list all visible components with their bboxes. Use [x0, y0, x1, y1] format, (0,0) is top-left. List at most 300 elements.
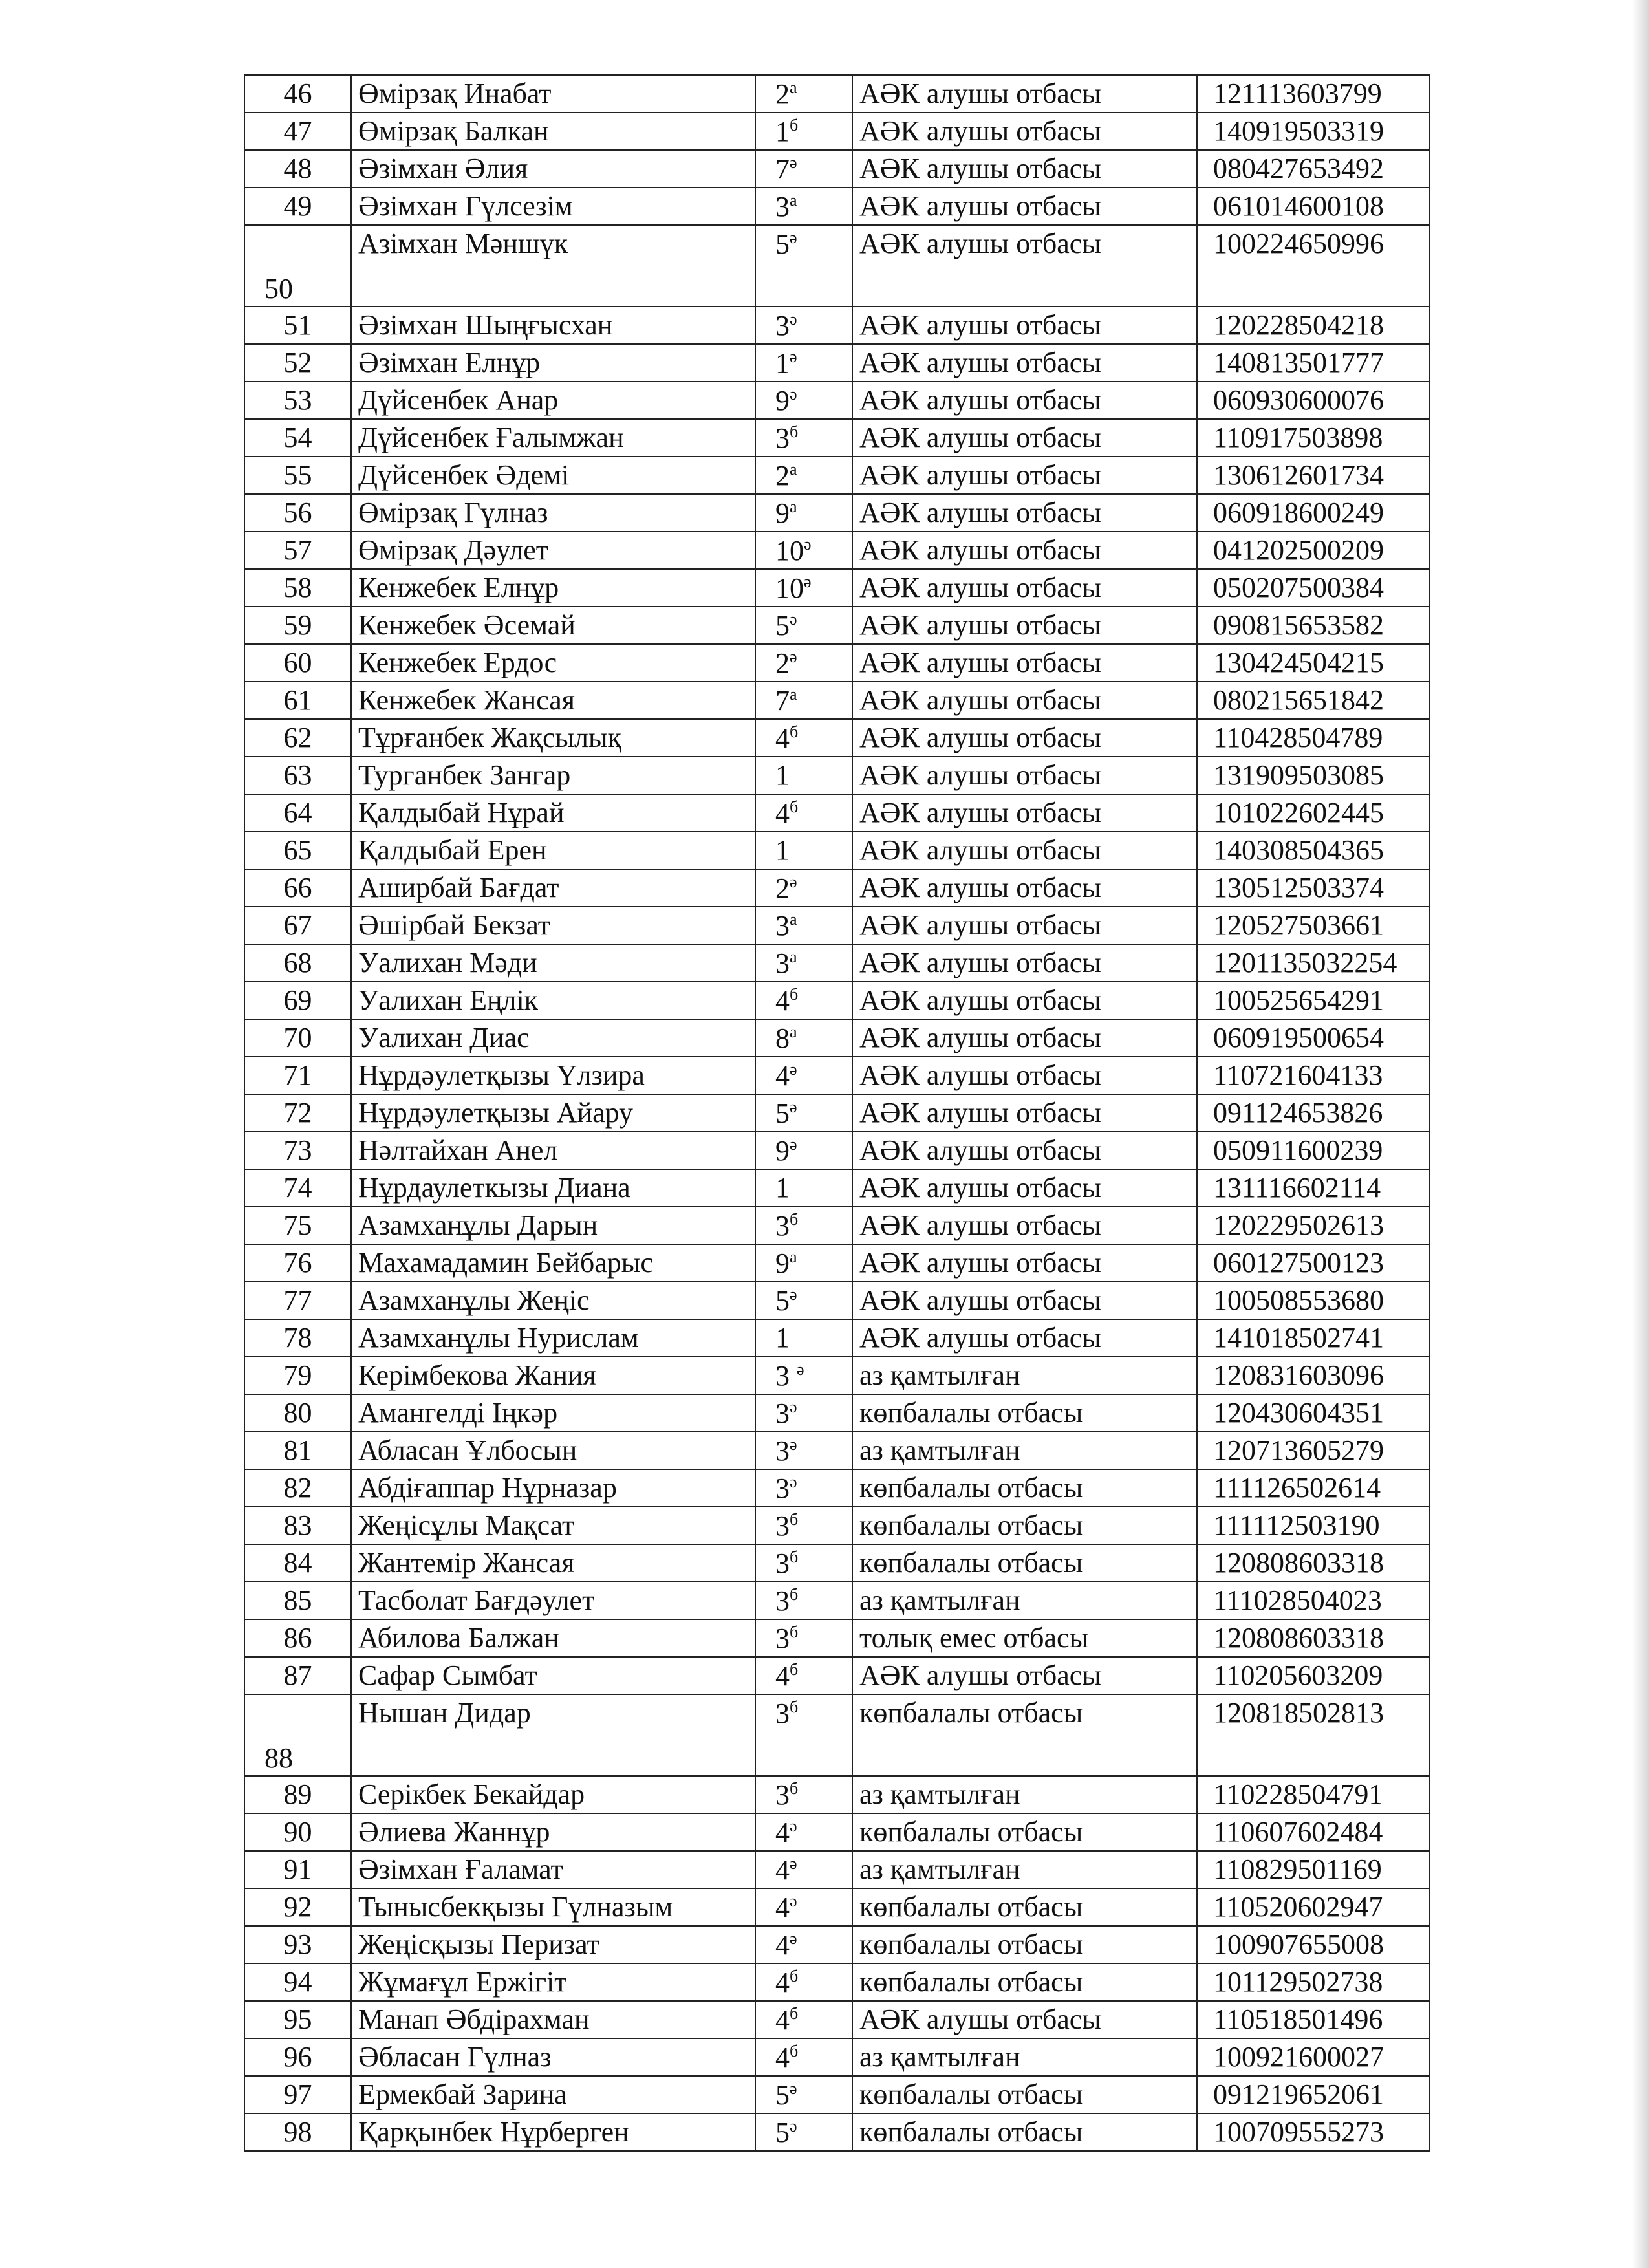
iin-number: 130512503374: [1197, 869, 1430, 907]
iin-number: 100921600027: [1197, 2038, 1430, 2076]
table-row: [244, 419, 1430, 457]
row-number: 73: [244, 1132, 351, 1169]
family-status: көпбалалы отбасы: [852, 1694, 1197, 1776]
family-status: АӘК алушы отбасы: [852, 1657, 1197, 1694]
grade-number: 3: [775, 1547, 790, 1579]
row-number: 80: [244, 1394, 351, 1432]
table-row: [244, 2076, 1430, 2113]
row-number: 75: [244, 1207, 351, 1244]
iin-number: 090815653582: [1197, 607, 1430, 644]
student-name: Қалдыбай Нұрай: [351, 794, 755, 832]
grade-number: 4: [775, 1966, 790, 1998]
student-name: Жеңісқызы Перизат: [351, 1926, 755, 1963]
grade-cell: [755, 1963, 852, 2001]
table-row: [244, 150, 1430, 188]
row-number: 67: [244, 907, 351, 944]
grade-number: 9: [775, 1134, 790, 1167]
table-row: [244, 1207, 1430, 1244]
grade-cell: [755, 907, 852, 944]
grade-letter: ә: [790, 2079, 797, 2098]
grade-letter: ә: [790, 647, 797, 666]
table-row: [244, 1132, 1430, 1169]
grade-letter: а: [790, 459, 797, 479]
student-name: Абдіғаппар Нұрназар: [351, 1469, 755, 1507]
grade-cell: [755, 1094, 852, 1132]
table-row: [244, 457, 1430, 494]
family-status: АӘК алушы отбасы: [852, 225, 1197, 307]
table-row: [244, 494, 1430, 532]
grade-number: 9: [775, 384, 790, 416]
student-name: Турганбек Зангар: [351, 757, 755, 794]
row-number: 94: [244, 1963, 351, 2001]
row-number: 97: [244, 2076, 351, 2113]
grade-number: 5: [775, 2116, 790, 2148]
grade-letter: ә: [790, 347, 797, 366]
student-name: Қалдыбай Ерен: [351, 832, 755, 869]
table-row: [244, 75, 1430, 113]
grade-number: 3: [775, 190, 790, 222]
iin-number: 060919500654: [1197, 1019, 1430, 1057]
grade-cell: [755, 344, 852, 382]
row-number: 84: [244, 1544, 351, 1582]
grade-cell: [755, 1282, 852, 1319]
grade-number: 5: [775, 1284, 790, 1317]
row-number: 55: [244, 457, 351, 494]
grade-number: 3: [775, 1584, 790, 1617]
row-number: 62: [244, 719, 351, 757]
row-number: 81: [244, 1432, 351, 1469]
row-number: 52: [244, 344, 351, 382]
row-number: 98: [244, 2113, 351, 2151]
family-status: АӘК алушы отбасы: [852, 682, 1197, 719]
grade-letter: ә: [790, 228, 797, 247]
grade-cell: [755, 1813, 852, 1851]
grade-cell: [755, 607, 852, 644]
grade-number: 4: [775, 984, 790, 1017]
grade-number: 3: [775, 422, 790, 454]
table-body: [244, 75, 1430, 2151]
row-number: 86: [244, 1619, 351, 1657]
family-status: АӘК алушы отбасы: [852, 607, 1197, 644]
row-number: 48: [244, 150, 351, 188]
grade-letter: б: [790, 797, 799, 816]
iin-number: 091124653826: [1197, 1094, 1430, 1132]
grade-letter: ә: [790, 153, 797, 172]
grade-cell: [755, 1394, 852, 1432]
iin-number: 120527503661: [1197, 907, 1430, 944]
iin-number: 110428504789: [1197, 719, 1430, 757]
family-status: көпбалалы отбасы: [852, 2076, 1197, 2113]
family-status: АӘК алушы отбасы: [852, 532, 1197, 569]
grade-letter: б: [790, 2003, 799, 2023]
grade-cell: [755, 532, 852, 569]
grade-cell: [755, 944, 852, 982]
grade-number: 1: [775, 115, 790, 147]
student-name: Нәлтайхан Анел: [351, 1132, 755, 1169]
student-name: Жантемір Жансая: [351, 1544, 755, 1582]
student-name: Дүйсенбек Анар: [351, 382, 755, 419]
student-name: Дүйсенбек Әдемі: [351, 457, 755, 494]
grade-number: 3: [775, 1434, 790, 1467]
grade-number: 4: [775, 1891, 790, 1923]
table-row: [244, 2038, 1430, 2076]
family-status: АӘК алушы отбасы: [852, 75, 1197, 113]
grade-number: 2: [775, 647, 790, 679]
family-status: АӘК алушы отбасы: [852, 1207, 1197, 1244]
table-row: [244, 644, 1430, 682]
grade-letter: б: [790, 422, 799, 441]
grade-number: 2: [775, 78, 790, 110]
grade-number: 3: [775, 1622, 790, 1654]
row-number: 74: [244, 1169, 351, 1207]
grade-number: 4: [775, 1853, 790, 1886]
table-row: [244, 757, 1430, 794]
student-name: Азамханұлы Жеңіс: [351, 1282, 755, 1319]
iin-number: 080427653492: [1197, 150, 1430, 188]
student-name: Кенжебек Жансая: [351, 682, 755, 719]
row-number: 93: [244, 1926, 351, 1963]
family-status: көпбалалы отбасы: [852, 1888, 1197, 1926]
iin-number: 110607602484: [1197, 1813, 1430, 1851]
grade-number: 10: [775, 534, 804, 567]
grade-number: 7: [775, 684, 790, 717]
student-name: Уалихан Диас: [351, 1019, 755, 1057]
family-status: аз қамтылған: [852, 1432, 1197, 1469]
row-number: 85: [244, 1582, 351, 1619]
student-name: Махамадамин Бейбарыс: [351, 1244, 755, 1282]
table-row: [244, 1057, 1430, 1094]
iin-number: 091219652061: [1197, 2076, 1430, 2113]
grade-letter: а: [790, 1247, 797, 1266]
iin-number: 140308504365: [1197, 832, 1430, 869]
grade-letter: а: [790, 684, 797, 704]
grade-letter: а: [790, 190, 797, 210]
grade-number: 9: [775, 497, 790, 529]
row-number: 70: [244, 1019, 351, 1057]
family-status: АӘК алушы отбасы: [852, 1319, 1197, 1357]
grade-letter: б: [790, 1547, 799, 1566]
family-status: АӘК алушы отбасы: [852, 419, 1197, 457]
iin-number: 140919503319: [1197, 113, 1430, 150]
family-status: АӘК алушы отбасы: [852, 719, 1197, 757]
table-row: [244, 682, 1430, 719]
grade-cell: [755, 2113, 852, 2151]
grade-letter: б: [790, 1209, 799, 1229]
grade-letter: б: [790, 1584, 799, 1604]
table-row: [244, 307, 1430, 344]
row-number: 88: [244, 1694, 351, 1776]
grade-number: 1: [775, 347, 790, 379]
grade-letter: а: [790, 1022, 797, 1041]
family-status: көпбалалы отбасы: [852, 1963, 1197, 2001]
grade-letter: ә: [790, 1284, 797, 1304]
table-row: [244, 532, 1430, 569]
grade-number: 7: [775, 153, 790, 185]
row-number: 96: [244, 2038, 351, 2076]
row-number: 60: [244, 644, 351, 682]
grade-number: 3: [775, 1397, 790, 1429]
student-list-table: [244, 74, 1430, 2152]
row-number: 87: [244, 1657, 351, 1694]
row-number: 72: [244, 1094, 351, 1132]
family-status: АӘК алушы отбасы: [852, 344, 1197, 382]
grade-number: 2: [775, 459, 790, 491]
student-name: Әбласан Гүлназ: [351, 2038, 755, 2076]
table-row: [244, 1963, 1430, 2001]
student-name: Өмірзақ Инабат: [351, 75, 755, 113]
iin-number: 111028504023: [1197, 1582, 1430, 1619]
student-name: Нұрдаулеткызы Диана: [351, 1169, 755, 1207]
student-name: Әзімхан Елнұр: [351, 344, 755, 382]
row-number: 83: [244, 1507, 351, 1544]
row-number: 47: [244, 113, 351, 150]
student-name: Нұрдәулетқызы Үлзира: [351, 1057, 755, 1094]
grade-letter: б: [790, 984, 799, 1004]
iin-number: 080215651842: [1197, 682, 1430, 719]
family-status: АӘК алушы отбасы: [852, 982, 1197, 1019]
grade-cell: [755, 494, 852, 532]
row-number: 56: [244, 494, 351, 532]
table-row: [244, 1282, 1430, 1319]
iin-number: 060127500123: [1197, 1244, 1430, 1282]
family-status: көпбалалы отбасы: [852, 1507, 1197, 1544]
grade-cell: [755, 1019, 852, 1057]
grade-letter: б: [790, 1966, 799, 1985]
table-row: [244, 1169, 1430, 1207]
student-name: Өмірзақ Балкан: [351, 113, 755, 150]
grade-number: 2: [775, 872, 790, 904]
iin-number: 110205603209: [1197, 1657, 1430, 1694]
family-status: АӘК алушы отбасы: [852, 188, 1197, 225]
family-status: АӘК алушы отбасы: [852, 1094, 1197, 1132]
iin-number: 100907655008: [1197, 1926, 1430, 1963]
family-status: АӘК алушы отбасы: [852, 869, 1197, 907]
grade-cell: [755, 1544, 852, 1582]
grade-number: 3: [775, 1509, 790, 1542]
student-name: Әзімхан Әлия: [351, 150, 755, 188]
grade-letter: а: [790, 78, 797, 97]
iin-number: 100525654291: [1197, 982, 1430, 1019]
grade-letter: ә: [790, 609, 797, 629]
family-status: АӘК алушы отбасы: [852, 307, 1197, 344]
table-row: [244, 1244, 1430, 1282]
grade-letter: ә: [790, 1397, 797, 1416]
grade-letter: ә: [790, 1134, 797, 1154]
grade-cell: [755, 682, 852, 719]
row-number: 82: [244, 1469, 351, 1507]
grade-letter: а: [790, 497, 797, 516]
table-row: [244, 344, 1430, 382]
row-number: 54: [244, 419, 351, 457]
grade-cell: [755, 1169, 852, 1207]
family-status: толық емес отбасы: [852, 1619, 1197, 1657]
grade-cell: [755, 1926, 852, 1963]
table-row: [244, 1926, 1430, 1963]
grade-number: 9: [775, 1247, 790, 1279]
family-status: АӘК алушы отбасы: [852, 794, 1197, 832]
grade-cell: [755, 1888, 852, 1926]
iin-number: 120831603096: [1197, 1357, 1430, 1394]
iin-number: 111112503190: [1197, 1507, 1430, 1544]
grade-cell: [755, 1132, 852, 1169]
row-number: 59: [244, 607, 351, 644]
student-name: Әлиева Жаннұр: [351, 1813, 755, 1851]
row-number: 46: [244, 75, 351, 113]
row-number: 61: [244, 682, 351, 719]
grade-letter: а: [790, 909, 797, 929]
grade-letter: ә: [790, 1816, 797, 1835]
family-status: АӘК алушы отбасы: [852, 457, 1197, 494]
row-number: 50: [244, 225, 351, 307]
family-status: аз қамтылған: [852, 2038, 1197, 2076]
iin-number: 131909503085: [1197, 757, 1430, 794]
row-number: 63: [244, 757, 351, 794]
grade-cell: [755, 113, 852, 150]
student-name: Әзімхан Гүлсезім: [351, 188, 755, 225]
table-row: [244, 1432, 1430, 1469]
row-number: 90: [244, 1813, 351, 1851]
table-row: [244, 1094, 1430, 1132]
row-number: 71: [244, 1057, 351, 1094]
family-status: көпбалалы отбасы: [852, 1813, 1197, 1851]
row-number: 66: [244, 869, 351, 907]
table-row: [244, 2001, 1430, 2038]
student-name: Кенжебек Елнұр: [351, 569, 755, 607]
student-name: Кенжебек Ердос: [351, 644, 755, 682]
grade-number: 10: [775, 572, 804, 604]
family-status: АӘК алушы отбасы: [852, 832, 1197, 869]
student-name: Жеңісұлы Мақсат: [351, 1507, 755, 1544]
table-row: [244, 1019, 1430, 1057]
student-name: Азамханұлы Нурислам: [351, 1319, 755, 1357]
table-row: [244, 1851, 1430, 1888]
iin-number: 120818502813: [1197, 1694, 1430, 1776]
grade-cell: [755, 982, 852, 1019]
family-status: аз қамтылған: [852, 1776, 1197, 1813]
grade-letter: ә: [790, 384, 797, 404]
grade-number: 4: [775, 1659, 790, 1692]
grade-cell: [755, 1357, 852, 1394]
grade-cell: [755, 719, 852, 757]
student-name: Тынысбекқызы Гүлназым: [351, 1888, 755, 1926]
table-row: [244, 1657, 1430, 1694]
table-row: [244, 1813, 1430, 1851]
grade-letter: ә: [790, 1434, 797, 1454]
row-number: 64: [244, 794, 351, 832]
grade-cell: [755, 869, 852, 907]
grade-cell: [755, 1851, 852, 1888]
grade-number: 4: [775, 2041, 790, 2073]
student-name: Жұмағұл Ержігіт: [351, 1963, 755, 2001]
student-name: Тұрғанбек Жақсылық: [351, 719, 755, 757]
grade-number: 5: [775, 1097, 790, 1129]
grade-cell: [755, 307, 852, 344]
iin-number: 100508553680: [1197, 1282, 1430, 1319]
family-status: АӘК алушы отбасы: [852, 569, 1197, 607]
grade-number: 4: [775, 1928, 790, 1961]
family-status: АӘК алушы отбасы: [852, 944, 1197, 982]
row-number: 58: [244, 569, 351, 607]
family-status: АӘК алушы отбасы: [852, 1282, 1197, 1319]
family-status: АӘК алушы отбасы: [852, 757, 1197, 794]
grade-letter: б: [790, 1778, 799, 1798]
iin-number: 1201135032254: [1197, 944, 1430, 982]
grade-cell: [755, 569, 852, 607]
grade-number: 4: [775, 2003, 790, 2036]
iin-number: 131116602114: [1197, 1169, 1430, 1207]
iin-number: 130424504215: [1197, 644, 1430, 682]
grade-cell: [755, 2001, 852, 2038]
table-row: [244, 1776, 1430, 1813]
iin-number: 110721604133: [1197, 1057, 1430, 1094]
grade-cell: [755, 1657, 852, 1694]
grade-cell: [755, 75, 852, 113]
student-name: Аширбай Бағдат: [351, 869, 755, 907]
student-name: Тасболат Бағдәулет: [351, 1582, 755, 1619]
student-name: Қарқынбек Нұрберген: [351, 2113, 755, 2151]
grade-letter: ә: [790, 309, 797, 329]
iin-number: 100224650996: [1197, 225, 1430, 307]
grade-letter: ә: [790, 1891, 797, 1910]
grade-cell: [755, 1619, 852, 1657]
grade-number: 3: [775, 1778, 790, 1811]
student-name: Уалихан Мәди: [351, 944, 755, 982]
table-row: [244, 1469, 1430, 1507]
family-status: АӘК алушы отбасы: [852, 494, 1197, 532]
family-status: АӘК алушы отбасы: [852, 2001, 1197, 2038]
grade-number: 3: [775, 1209, 790, 1242]
table-row: [244, 113, 1430, 150]
row-number: 77: [244, 1282, 351, 1319]
grade-number: 3: [775, 309, 790, 341]
grade-number: 3: [775, 1698, 790, 1729]
student-name: Манап Әбдірахман: [351, 2001, 755, 2038]
iin-number: 110228504791: [1197, 1776, 1430, 1813]
row-number: 49: [244, 188, 351, 225]
iin-number: 141018502741: [1197, 1319, 1430, 1357]
row-number: 65: [244, 832, 351, 869]
student-name: Нұрдәулетқызы Айару: [351, 1094, 755, 1132]
grade-cell: [755, 188, 852, 225]
grade-letter: ә: [790, 1928, 797, 1948]
grade-cell: [755, 419, 852, 457]
student-name: Нышан Дидар: [351, 1694, 755, 1776]
student-name: Керімбекова Жания: [351, 1357, 755, 1394]
grade-number: 5: [775, 609, 790, 642]
table-row: [244, 1544, 1430, 1582]
grade-cell: [755, 1694, 852, 1776]
grade-number: 1: [775, 834, 790, 866]
row-number: 57: [244, 532, 351, 569]
iin-number: 110520602947: [1197, 1888, 1430, 1926]
table-row: [244, 719, 1430, 757]
student-name: Абилова Балжан: [351, 1619, 755, 1657]
row-number: 53: [244, 382, 351, 419]
grade-number: 3: [775, 1472, 790, 1504]
grade-letter: б: [790, 1698, 799, 1716]
family-status: АӘК алушы отбасы: [852, 1244, 1197, 1282]
table-row: [244, 1888, 1430, 1926]
table-row: [244, 1319, 1430, 1357]
row-number: 69: [244, 982, 351, 1019]
iin-number: 101129502738: [1197, 1963, 1430, 2001]
grade-letter: б: [790, 115, 799, 135]
grade-letter: б: [790, 1509, 799, 1529]
student-name: Әзімхан Ғаламат: [351, 1851, 755, 1888]
table-row: [244, 1694, 1430, 1776]
iin-number: 061014600108: [1197, 188, 1430, 225]
grade-number: 4: [775, 722, 790, 754]
